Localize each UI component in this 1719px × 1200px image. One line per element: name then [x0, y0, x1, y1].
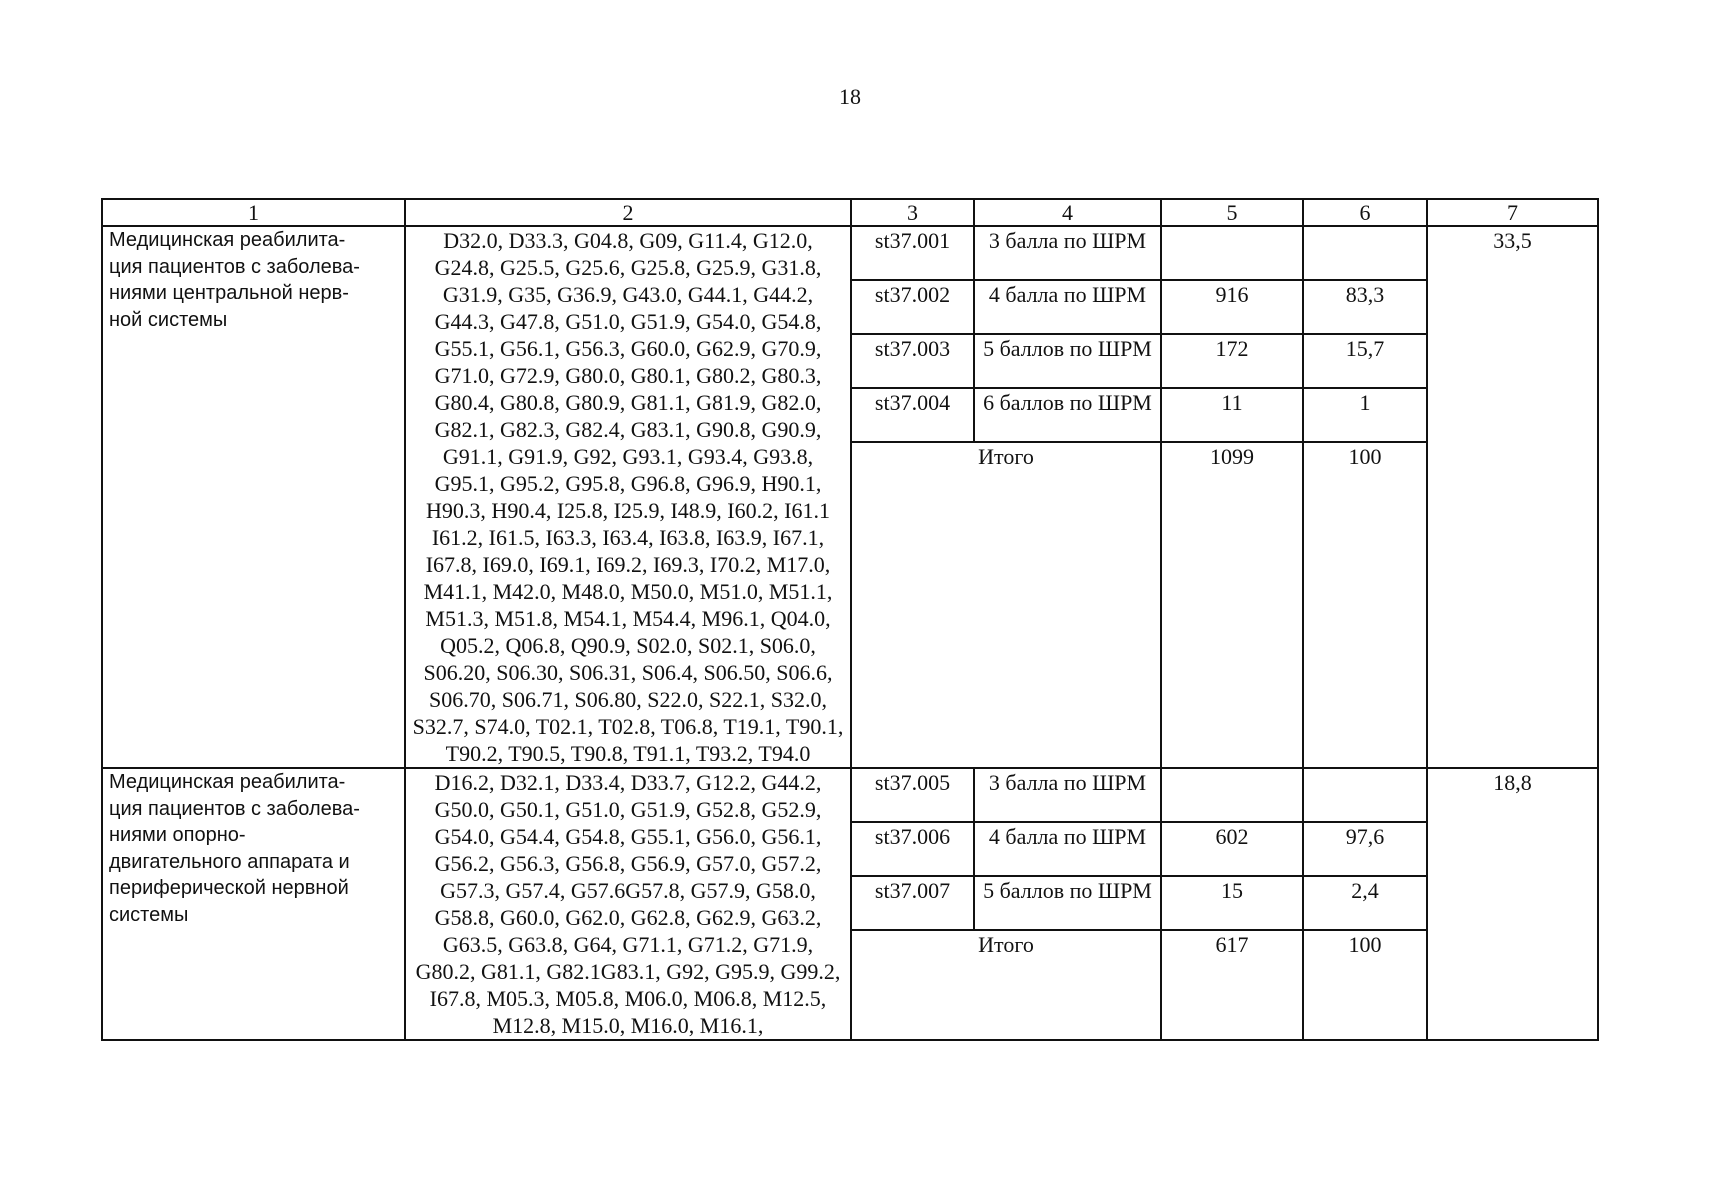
ksg-code: st37.006 — [851, 822, 974, 876]
rehab-scale-desc: 4 балла по ШРМ — [974, 822, 1161, 876]
group-name-cell — [102, 768, 405, 1040]
rehab-scale-desc: 5 баллов по ШРМ — [974, 876, 1161, 930]
case-share: 15,7 — [1303, 334, 1427, 388]
table-row — [102, 226, 1598, 280]
rehab-scale-desc: 3 балла по ШРМ — [974, 768, 1161, 822]
total-share: 100 — [1303, 930, 1427, 1040]
total-label: Итого — [851, 930, 1161, 1040]
column-header: 3 — [851, 199, 974, 226]
group-name: Медицинская реабилита- ция пациентов с заболева- ниями центральной нерв- ной системы — [109, 229, 360, 331]
total-share: 100 — [1303, 442, 1427, 768]
rehab-scale-desc: 5 баллов по ШРМ — [974, 334, 1161, 388]
column-header: 1 — [102, 199, 405, 226]
ksg-code: st37.002 — [851, 280, 974, 334]
case-count — [1161, 226, 1303, 280]
total-label: Итого — [851, 442, 1161, 768]
ksg-code: st37.003 — [851, 334, 974, 388]
total-count: 1099 — [1161, 442, 1303, 768]
case-share: 2,4 — [1303, 876, 1427, 930]
case-count: 172 — [1161, 334, 1303, 388]
column-header: 7 — [1427, 199, 1598, 226]
group-name: Медицинская реабилита- ция пациентов с заболева- ниями опорно- двигательного аппарата и периферической нервной системы — [109, 771, 360, 926]
column-header: 5 — [1161, 199, 1303, 226]
ksg-code: st37.001 — [851, 226, 974, 280]
total-count: 617 — [1161, 930, 1303, 1040]
group-name-cell — [102, 226, 405, 768]
diagnosis-codes-cell: D32.0, D33.3, G04.8, G09, G11.4, G12.0, G24.8, G25.5, G25.6, G25.8, G25.9, G31.8, G31.9, G35, G36.9, G43.0, G44.1, G44.2, G44.3, G47.8, G51.0, G51.9, G54.0, G54.8, G55.1, G56.1, G56.3, G60.0, G62.9, G70.9, G71.0, G72.9, G80.0, G80.1, G80.2, G80.3, G80.4, G80.8, G80.9, G81.1, G81.9, G82.0, G82.1, G82.3, G82.4, G83.1, G90.8, G90.9, G91.1, G91.9, G92, G93.1, G93.4, G93.8, G95.1, G95.2, G95.8, G96.8, G96.9, H90.1, H90.3, H90.4, I25.8, I25.9, I48.9, I60.2, I61.1 I61.2, I61.5, I63.3, I63.4, I63.8, I63.9, I67.1, I67.8, I69.0, I69.1, I69.2, I69.3, I70.2, M17.0, M41.1, M42.0, M48.0, M50.0, M51.0, M51.1, M51.3, M51.8, M54.1, M54.4, M96.1, Q04.0, Q05.2, Q06.8, Q90.9, S02.0, S02.1, S06.0, S06.20, S06.30, S06.31, S06.4, S06.50, S06.6, S06.70, S06.71, S06.80, S22.0, S22.1, S32.0, S32.7, S74.0, T02.1, T02.8, T06.8, T19.1, T90.1, T90.2, T90.5, T90.8, T91.1, T93.2, T94.0 — [405, 226, 851, 768]
ksg-code: st37.004 — [851, 388, 974, 442]
case-count — [1161, 768, 1303, 822]
case-count: 916 — [1161, 280, 1303, 334]
case-share: 97,6 — [1303, 822, 1427, 876]
case-share: 83,3 — [1303, 280, 1427, 334]
table-row — [102, 768, 1598, 822]
rehab-scale-desc: 3 балла по ШРМ — [974, 226, 1161, 280]
case-count: 15 — [1161, 876, 1303, 930]
coefficient-cell: 33,5 — [1427, 226, 1598, 768]
page-number: 18 — [839, 84, 861, 109]
coefficient-cell: 18,8 — [1427, 768, 1598, 1040]
case-count: 602 — [1161, 822, 1303, 876]
rehab-scale-desc: 6 баллов по ШРМ — [974, 388, 1161, 442]
ksg-code: st37.005 — [851, 768, 974, 822]
column-header: 4 — [974, 199, 1161, 226]
case-share: 1 — [1303, 388, 1427, 442]
diagnosis-codes-cell: D16.2, D32.1, D33.4, D33.7, G12.2, G44.2, G50.0, G50.1, G51.0, G51.9, G52.8, G52.9, G54.0, G54.4, G54.8, G55.1, G56.0, G56.1, G56.2, G56.3, G56.8, G56.9, G57.0, G57.2, G57.3, G57.4, G57.6G57.8, G57.9, G58.0, G58.8, G60.0, G62.0, G62.8, G62.9, G63.2, G63.5, G63.8, G64, G71.1, G71.2, G71.9, G80.2, G81.1, G82.1G83.1, G92, G95.9, G99.2, I67.8, M05.3, M05.8, M06.0, M06.8, M12.5, M12.8, M15.0, M16.0, M16.1, — [405, 768, 851, 1040]
case-count: 11 — [1161, 388, 1303, 442]
column-header: 6 — [1303, 199, 1427, 226]
column-header: 2 — [405, 199, 851, 226]
rehab-scale-desc: 4 балла по ШРМ — [974, 280, 1161, 334]
tariff-table — [101, 198, 1599, 1041]
case-share — [1303, 768, 1427, 822]
ksg-code: st37.007 — [851, 876, 974, 930]
case-share — [1303, 226, 1427, 280]
column-number-row — [102, 199, 1598, 226]
